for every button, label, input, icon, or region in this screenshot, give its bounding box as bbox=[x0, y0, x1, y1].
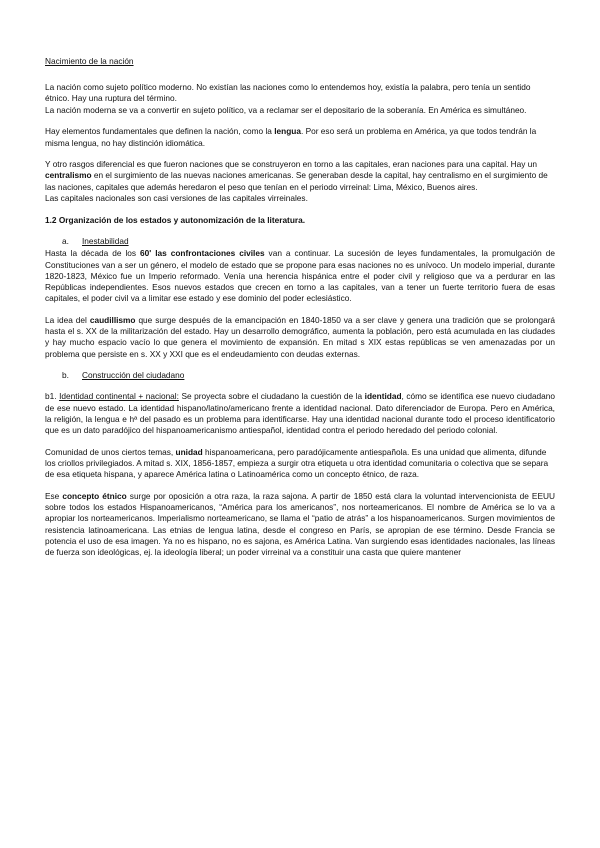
section-heading: 1.2 Organización de los estados y autonomización de la literatura. bbox=[45, 214, 306, 225]
text-run: b1. bbox=[45, 391, 60, 402]
document-title: Nacimiento de la nación bbox=[45, 56, 134, 66]
paragraph-unidad bbox=[45, 447, 555, 481]
paragraph-caudillismo bbox=[45, 315, 555, 360]
text-run: . Por eso será un problema en América, ya que todos tendrán la misma lengua, no hay distinción idiomática. bbox=[45, 126, 537, 148]
paragraph-concepto-etnico bbox=[45, 491, 555, 558]
bold-term-identidad: identidad bbox=[364, 391, 402, 402]
text-run: hispanoamericana, pero paradójicamente antiespañola. Es una unidad que alimenta, difunde los criollos privilegiados. A mitad s. XIX, 1856-1857, empieza a surgir otra etiqueta u otra identidad comunitaria o colectiva que se separa de esa etiqueta hispana, y aparece América latina o Latinoamérica como un concepto étnico, de raza. bbox=[45, 446, 549, 480]
bold-term-centralismo: centralismo bbox=[45, 170, 92, 181]
subheading-label: Construcción del ciudadano bbox=[82, 370, 185, 381]
text-run: que surge después de la emancipación en 1840-1850 va a ser clave y genera una tradición que se prolongará hasta el s. XX de la militarización del estado. Hay un desarrollo demográfico, aumenta la población, pero está acumulada en las ciudades y hay mucho espacio vacío lo que genera el movimiento de expansión. En mitad s XIX estas repúblicas se ven amenazadas por un problema que persiste en s. XX y XXI que es el endeudamiento con deudas externas. bbox=[45, 314, 555, 359]
text-run: Ese bbox=[45, 490, 63, 501]
subheading-inestabilidad bbox=[62, 236, 555, 247]
paragraph-centralism bbox=[45, 159, 555, 204]
text-run: Hasta la década de los bbox=[45, 248, 141, 259]
text-run: La nación moderna se va a convertir en sujeto político, va a reclamar ser el depositario de la soberanía. En América es simultáneo. bbox=[45, 104, 527, 115]
list-marker: b. bbox=[62, 370, 69, 381]
list-marker: a. bbox=[62, 236, 69, 247]
paragraph-confrontaciones bbox=[45, 248, 555, 304]
text-run: surge por oposición a otra raza, la raza sajona. A partir de 1850 está clara la voluntad intervencionista de EEUU sobre todos los estados Hispanoamericanos, “América para los americanos”, nos norteamericanos. El nombre de América se lo va a apropiar los norteamericanos. Imperialismo norteamericano, se llama el “patio de atrás” a los hispanoamericanos. Surgen movimientos de resistencia latinoamericana. Las etnias de lengua latina, desde el congreso en París, se apropian de ese término. Desde Francia se potencia el uso de esa imagen. Ya no es hispano, no es sajona, es América Latina. Van surgiendo esas identidades nacionales, las líneas de fuerza son ideológicas, ej. la ideología liberal; un poder virreinal va a constituir una casta que quiere mantener bbox=[45, 490, 555, 557]
paragraph-nation-modern bbox=[45, 82, 555, 116]
subheading-ciudadano bbox=[62, 370, 555, 381]
bold-term-unidad: unidad bbox=[175, 446, 203, 457]
underlined-term-identidad-continental: Identidad continental + nacional: bbox=[59, 391, 179, 402]
subheading-label: Inestabilidad bbox=[82, 236, 129, 247]
bold-term-concepto-etnico: concepto étnico bbox=[62, 490, 127, 501]
text-run: Se proyecta sobre el ciudadano la cuestión de la bbox=[178, 391, 365, 402]
paragraph-language bbox=[45, 126, 555, 148]
paragraph-identidad bbox=[45, 391, 555, 436]
text-run: Comunidad de unos ciertos temas, bbox=[45, 446, 176, 457]
text-run: van a continuar. La sucesión de leyes fundamentales, la promulgación de Constituciones van a ser un género, el modelo de estado que se propone para esas naciones no es unívoco. Un modelo imperial, durante 1820-1823, México fue un Imperio reformado. Venía una herencia hispánica entre el poder civil y religioso que va a perdurar en las Repúblicas independientes. Esos nuevos estados que crecen en torno a las capitales, van a tener un fuerte territorio fuera de esas capitales, el poder civil va a limitar ese estado y ese dominio del poder eclesiástico. bbox=[45, 248, 555, 304]
text-run: Las capitales nacionales son casi versiones de las capitales virreinales. bbox=[45, 192, 308, 203]
bold-term-caudillismo: caudillismo bbox=[89, 314, 136, 325]
text-run: en el surgimiento de las nuevas naciones americanas. Se generaban desde la capital, hay centralismo en el surgimiento de las naciones, capitales que además heredaron el peso que tenían en el periodo virreinal: Lima, México, Buenos aires. bbox=[45, 170, 548, 192]
text-run: Y otro rasgos diferencial es que fueron naciones que se construyeron en torno a las capitales, eran naciones para una capital. Hay un bbox=[45, 159, 537, 170]
text-run: , cómo se identifica ese nuevo ciudadano de ese nuevo estado. La identidad hispano/latino/americano frente a identidad nacional. Dato diferenciador de Europa. Pero en América, la religión, la lengua e hª del pasado es un problema para identificarse. Hay una identidad nacional durante todo el proceso identificatorio que es un dato paradójico del hispanoamericanismo antiespañol, identidad contra el periodo heredado del periodo colonial. bbox=[45, 391, 556, 436]
text-run: La idea del bbox=[45, 314, 90, 325]
bold-term-confrontaciones: 60' las confrontaciones civiles bbox=[140, 248, 265, 259]
bold-term-lengua: lengua bbox=[274, 126, 301, 137]
text-run: La nación como sujeto político moderno. No existían las naciones como lo entendemos hoy, existía la palabra, pero tenía un sentido étnico. Hay una ruptura del término. bbox=[45, 82, 531, 104]
text-run: Hay elementos fundamentales que definen la nación, como la bbox=[45, 126, 275, 137]
